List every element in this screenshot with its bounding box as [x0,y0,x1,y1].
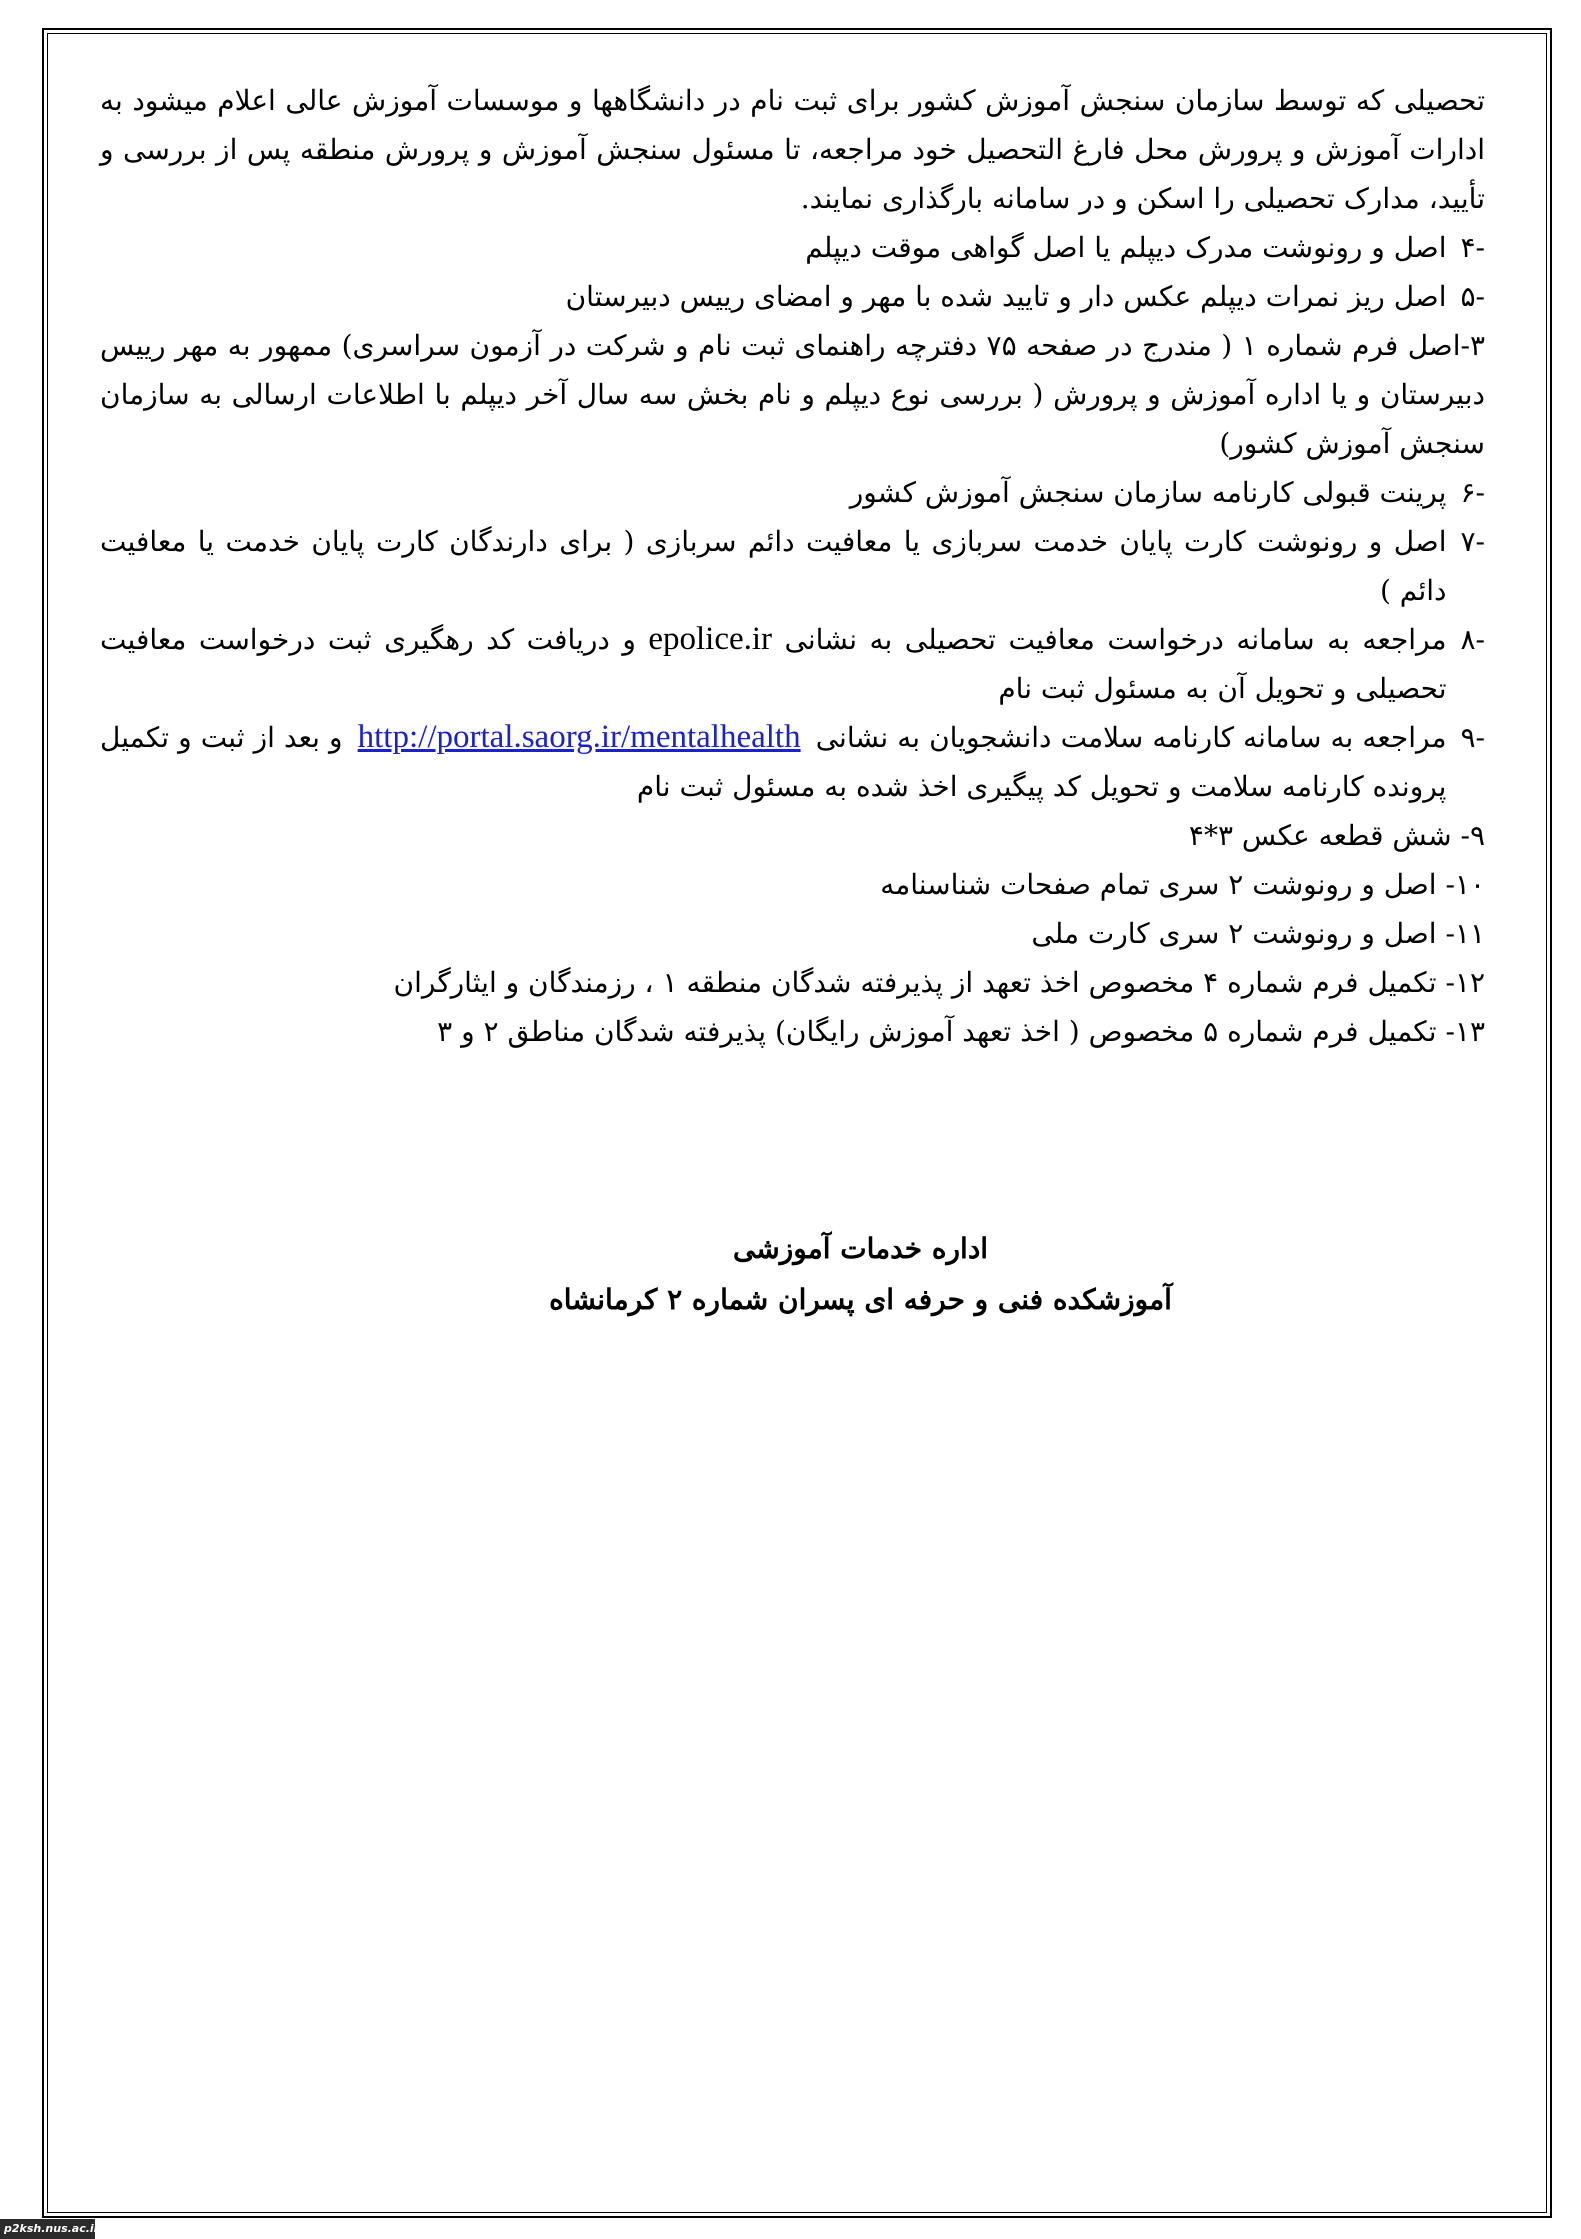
item-text: اصل و رونوشت کارت پایان خدمت سربازی یا معافیت دائم سربازی ( برای دارندگان کارت پایان خدمت یا معافیت دائم ) [100,525,1447,607]
item-text: اصل و رونوشت مدرک دیپلم یا اصل گواهی موقت دیپلم [805,231,1447,264]
item-number: -۴ [1460,231,1485,264]
list-item-4 [100,223,1485,272]
mentalhealth-link[interactable]: http://portal.saorg.ir/mentalhealth [357,719,801,755]
item-number: -۹ [1460,721,1485,754]
sub-item-form-4: ۱۲- تکمیل فرم شماره ۴ مخصوص اخذ تعهد از پذیرفته شدگان منطقه ۱ ، رزمندگان و ایثارگران [393,966,1485,999]
institution-name: آموزشکده فنی و حرفه ای پسران شماره ۲ کرمانشاه [549,1283,1172,1316]
list-item-form-1: ۳-اصل فرم شماره ۱ ( مندرج در صفحه ۷۵ دفترچه راهنمای ثبت نام و شرکت در آزمون سراسری) ممهور به مهر رییس دبیرستان و یا اداره آموزش و پرورش ( بررسی نوع دیپلم و نام بخش سه سال آخر دیپلم با اطلاعات ارسالی به سازمان سنجش آموزش کشور) [100,329,1485,460]
document-body [100,76,1485,1056]
list-item-6 [100,468,1485,517]
sub-item-national-card: ۱۱- اصل و رونوشت ۲ سری کارت ملی [1031,917,1485,950]
item-text [100,713,1446,811]
item9-before-text: مراجعه به سامانه کارنامه سلامت دانشجویان به نشانی [815,721,1447,754]
epolice-site-text: epolice.ir [648,621,773,657]
sub-item-birth-certificate: ۱۰- اصل و رونوشت ۲ سری تمام صفحات شناسنامه [880,868,1485,901]
intro-paragraph: تحصیلی که توسط سازمان سنجش آموزش کشور برای ثبت نام در دانشگاهها و موسسات آموزش عالی اعلام میشود به ادارات آموزش و پرورش محل فارغ التحصیل خود مراجعه، تا مسئول سنجش آموزش و پرورش منطقه پس از بررسی و تأیید، مدارک تحصیلی را اسکن و در سامانه بارگذاری نمایند. [100,84,1485,215]
item-number: -۷ [1460,525,1485,558]
list-item-7 [100,517,1485,615]
item-text: اصل ریز نمرات دیپلم عکس دار و تایید شده با مهر و امضای رییس دبیرستان [565,280,1447,313]
item-number: -۶ [1460,476,1485,509]
list-item-9 [100,713,1485,811]
item-text [100,615,1446,713]
sub-item-form-5: ۱۳- تکمیل فرم شماره ۵ مخصوص ( اخذ تعهد آموزش رایگان) پذیرفته شدگان مناطق ۲ و ۳ [437,1015,1485,1048]
item8-before-text: مراجعه به سامانه درخواست معافیت تحصیلی به نشانی [784,623,1447,656]
office-name: اداره خدمات آموزشی [732,1232,989,1265]
item-text: پرینت قبولی کارنامه سازمان سنجش آموزش کشور [849,476,1447,509]
list-item-8 [100,615,1485,713]
item9-after-text: و بعد از ثبت و تکمیل پرونده کارنامه سلامت و تحویل کد پیگیری اخذ شده به مسئول ثبت نام [100,721,1447,803]
item8-after-text: و دریافت کد رهگیری ثبت درخواست معافیت تحصیلی و تحویل آن به مسئول ثبت نام [100,623,1447,705]
sub-item-photos: ۹- شش قطعه عکس ۳*۴ [1188,819,1485,852]
watermark-logo: p2ksh.nus.ac.ir [0,2219,95,2239]
signature-block [0,1224,1581,1324]
item-number: -۵ [1460,280,1485,313]
list-item-5 [100,272,1485,321]
item-number: -۸ [1460,623,1485,656]
